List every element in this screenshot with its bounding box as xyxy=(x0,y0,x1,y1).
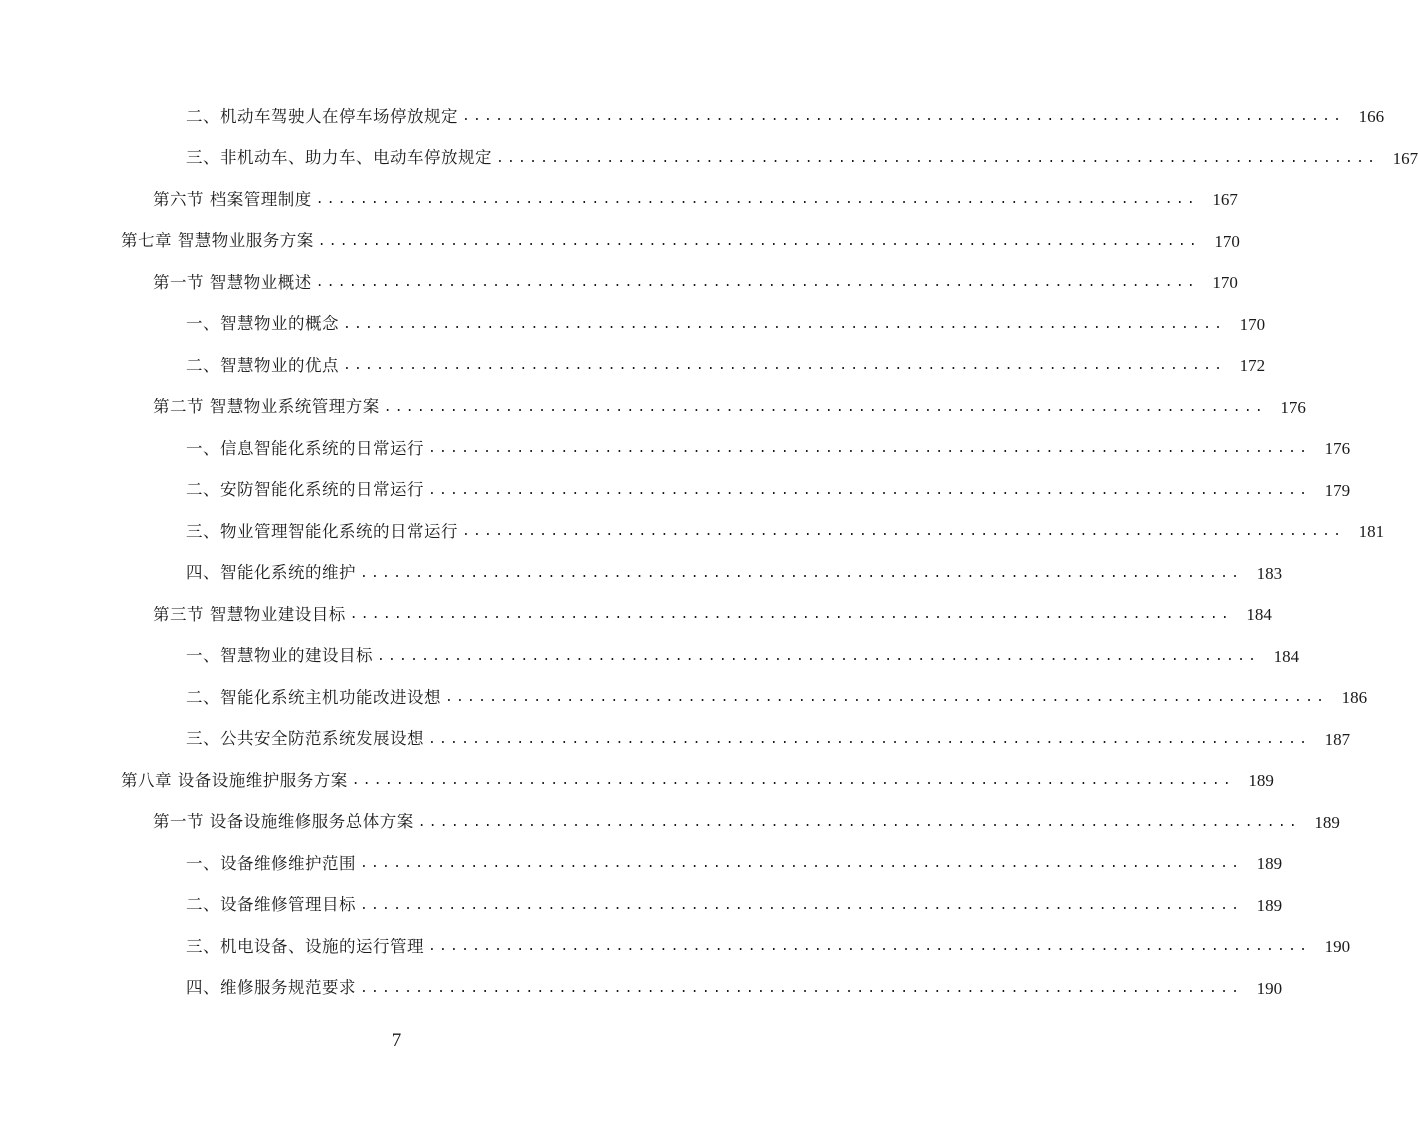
toc-entry-title: 第一节 设备设施维修服务总体方案 xyxy=(153,812,414,831)
toc-entry[interactable] xyxy=(0,262,1238,304)
toc-entry-title: 第二节 智慧物业系统管理方案 xyxy=(153,397,380,416)
table-of-contents xyxy=(0,96,1418,1009)
toc-entry-page: 181 xyxy=(1358,522,1385,542)
toc-entry-page: 170 xyxy=(1212,273,1238,293)
toc-entry-page: 189 xyxy=(1314,812,1340,832)
toc-entry-page: 167 xyxy=(1392,148,1418,168)
toc-entry-title: 三、机电设备、设施的运行管理 xyxy=(186,936,424,956)
toc-entry-title: 二、机动车驾驶人在停车场停放规定 xyxy=(186,106,458,126)
toc-entry[interactable] xyxy=(0,636,1300,678)
toc-entry[interactable] xyxy=(0,926,1351,968)
toc-entry-title: 二、智慧物业的优点 xyxy=(186,355,339,375)
toc-entry-page: 190 xyxy=(1256,978,1283,998)
toc-entry[interactable] xyxy=(0,968,1283,1010)
toc-dot-leader: ................................................................................ xyxy=(428,441,1311,457)
toc-dot-leader: ................................................................................ xyxy=(349,607,1232,623)
toc-entry[interactable] xyxy=(0,221,1240,263)
toc-entry-page: 189 xyxy=(1256,895,1283,915)
toc-dot-leader: ................................................................................ xyxy=(360,565,1243,581)
toc-entry-title: 第七章 智慧物业服务方案 xyxy=(121,231,314,250)
toc-dot-leader: ................................................................................ xyxy=(445,690,1328,706)
toc-dot-leader: ................................................................................ xyxy=(343,358,1226,374)
toc-dot-leader: ................................................................................ xyxy=(315,192,1198,208)
toc-entry-page: 176 xyxy=(1324,439,1351,459)
toc-entry-page: 184 xyxy=(1246,605,1272,625)
toc-dot-leader: ................................................................................ xyxy=(462,109,1345,125)
toc-entry[interactable] xyxy=(0,179,1238,221)
toc-entry-title: 一、设备维修维护范围 xyxy=(186,853,356,873)
toc-entry-title: 二、智能化系统主机功能改进设想 xyxy=(186,687,441,707)
toc-entry[interactable] xyxy=(0,719,1351,761)
toc-entry[interactable] xyxy=(0,387,1306,429)
toc-entry[interactable] xyxy=(0,677,1368,719)
toc-entry[interactable] xyxy=(0,96,1385,138)
toc-entry[interactable] xyxy=(0,138,1418,180)
toc-entry[interactable] xyxy=(0,345,1266,387)
toc-entry-page: 170 xyxy=(1214,231,1240,251)
toc-entry[interactable] xyxy=(0,470,1351,512)
toc-entry-page: 189 xyxy=(1256,854,1283,874)
toc-entry[interactable] xyxy=(0,304,1266,346)
toc-entry-page: 183 xyxy=(1256,563,1283,583)
toc-dot-leader: ................................................................................ xyxy=(377,648,1260,664)
toc-entry-page: 172 xyxy=(1239,356,1266,376)
toc-dot-leader: ................................................................................ xyxy=(360,856,1243,872)
toc-dot-leader: ................................................................................ xyxy=(360,980,1243,996)
toc-entry-page: 190 xyxy=(1324,937,1351,957)
toc-entry[interactable] xyxy=(0,802,1340,844)
toc-entry-title: 一、智慧物业的概念 xyxy=(186,314,339,333)
toc-entry-title: 一、信息智能化系统的日常运行 xyxy=(186,438,424,458)
toc-entry-page: 186 xyxy=(1341,688,1368,708)
toc-dot-leader: ................................................................................ xyxy=(496,150,1379,166)
toc-entry[interactable] xyxy=(0,594,1272,636)
toc-entry-title: 三、物业管理智能化系统的日常运行 xyxy=(186,521,458,541)
toc-entry-page: 179 xyxy=(1324,480,1351,500)
toc-entry-title: 四、维修服务规范要求 xyxy=(186,978,356,997)
toc-entry-title: 第六节 档案管理制度 xyxy=(153,189,312,209)
toc-entry[interactable] xyxy=(0,553,1283,595)
toc-dot-leader: ................................................................................ xyxy=(351,773,1234,789)
toc-entry-title: 一、智慧物业的建设目标 xyxy=(186,646,373,665)
toc-entry[interactable] xyxy=(0,843,1283,885)
toc-entry-title: 二、安防智能化系统的日常运行 xyxy=(186,480,424,499)
toc-entry-title: 第一节 智慧物业概述 xyxy=(153,272,312,292)
toc-entry-page: 184 xyxy=(1273,646,1300,666)
toc-dot-leader: ................................................................................ xyxy=(417,814,1300,830)
toc-entry-title: 二、设备维修管理目标 xyxy=(186,895,356,914)
toc-dot-leader: ................................................................................ xyxy=(317,233,1200,249)
toc-dot-leader: ................................................................................ xyxy=(428,731,1311,747)
toc-entry[interactable] xyxy=(0,760,1274,802)
toc-entry[interactable] xyxy=(0,428,1351,470)
toc-entry-page: 176 xyxy=(1280,397,1306,417)
toc-entry-title: 第八章 设备设施维护服务方案 xyxy=(121,770,348,790)
toc-entry-title: 四、智能化系统的维护 xyxy=(186,563,356,582)
toc-entry-page: 170 xyxy=(1239,314,1266,334)
toc-entry[interactable] xyxy=(0,511,1385,553)
toc-dot-leader: ................................................................................ xyxy=(428,939,1311,955)
toc-entry-title: 三、非机动车、助力车、电动车停放规定 xyxy=(186,148,492,167)
toc-entry-title: 三、公共安全防范系统发展设想 xyxy=(186,729,424,748)
toc-entry-page: 187 xyxy=(1324,729,1351,749)
toc-dot-leader: ................................................................................ xyxy=(462,524,1345,540)
toc-entry-title: 第三节 智慧物业建设目标 xyxy=(153,604,346,624)
toc-entry-page: 166 xyxy=(1358,107,1385,127)
toc-entry[interactable] xyxy=(0,885,1283,927)
toc-dot-leader: ................................................................................ xyxy=(360,897,1243,913)
toc-dot-leader: ................................................................................ xyxy=(428,482,1311,498)
toc-entry-page: 189 xyxy=(1248,771,1274,791)
toc-dot-leader: ................................................................................ xyxy=(315,275,1198,291)
toc-dot-leader: ................................................................................ xyxy=(383,399,1266,415)
toc-entry-page: 167 xyxy=(1212,190,1238,210)
toc-dot-leader: ................................................................................ xyxy=(343,316,1226,332)
page-number: 7 xyxy=(391,1030,402,1051)
